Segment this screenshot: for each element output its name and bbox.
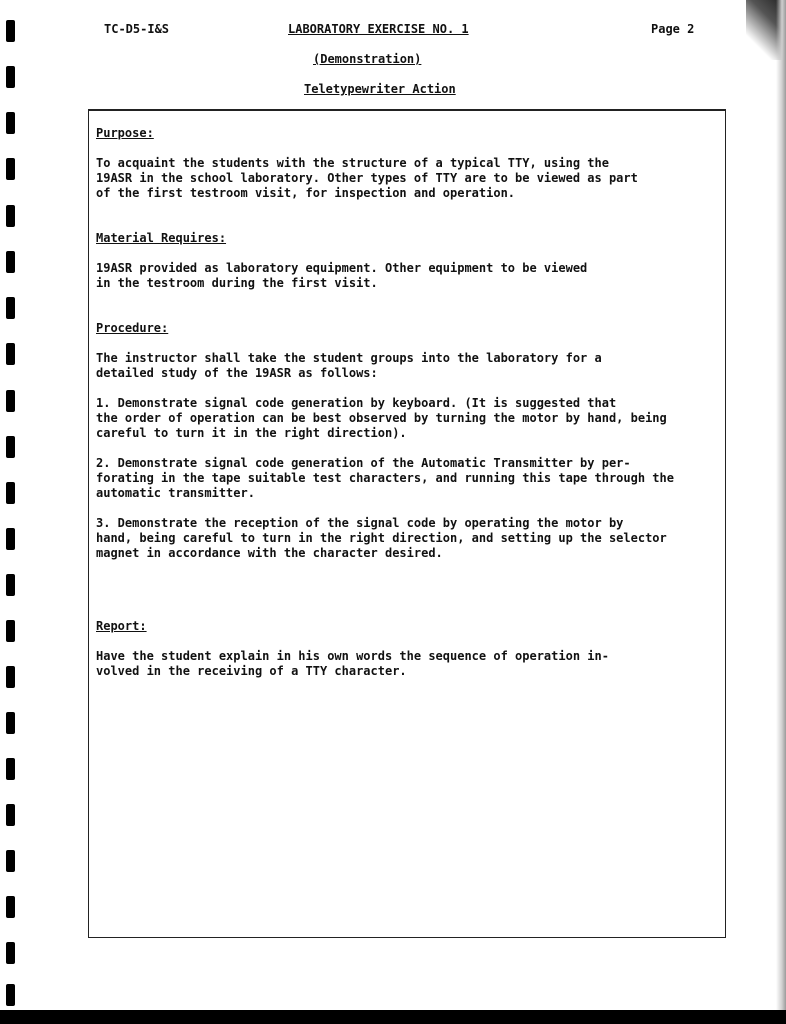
- purpose-heading: Purpose:: [96, 126, 154, 140]
- purpose-text: To acquaint the students with the structure of a typical TTY, using the 19ASR in the school laboratory. Other types of TTY are to be viewed as part of the first testroom visit, for inspection and operation.: [96, 156, 638, 200]
- punch-hole: [6, 158, 15, 180]
- punch-hole: [6, 942, 15, 964]
- document-body: [96, 126, 696, 679]
- punch-hole: [6, 574, 15, 596]
- procedure-heading: Procedure:: [96, 321, 169, 335]
- scan-bottom-border: [0, 1010, 786, 1024]
- page-number: Page 2: [651, 22, 695, 36]
- punch-hole: [6, 66, 15, 88]
- subtitle: (Demonstration): [313, 52, 422, 66]
- report-text: Have the student explain in his own words the sequence of operation in- volved in the receiving of a TTY character.: [96, 649, 609, 678]
- punch-hole: [6, 712, 15, 734]
- punch-hole: [6, 850, 15, 872]
- punch-hole: [6, 528, 15, 550]
- punch-hole: [6, 390, 15, 412]
- punch-hole: [6, 482, 15, 504]
- punch-hole: [6, 343, 15, 365]
- punch-hole: [6, 620, 15, 642]
- material-heading: Material Requires:: [96, 231, 227, 245]
- punch-hole: [6, 984, 15, 1006]
- doc-code: TC-D5-I&S: [104, 22, 170, 36]
- punch-hole: [6, 297, 15, 319]
- page-edge-shadow: [776, 0, 786, 1024]
- procedure-step-2: 2. Demonstrate signal code generation of the Automatic Transmitter by per- forating in the tape suitable test characters, and running this tape through the automatic transmitter.: [96, 456, 674, 500]
- punch-hole: [6, 112, 15, 134]
- punch-hole: [6, 758, 15, 780]
- material-text: 19ASR provided as laboratory equipment. Other equipment to be viewed in the testroom during the first visit.: [96, 261, 588, 290]
- punch-hole: [6, 205, 15, 227]
- report-heading: Report:: [96, 619, 147, 633]
- punch-hole: [6, 20, 15, 42]
- topic-title: Teletypewriter Action: [304, 82, 456, 96]
- procedure-step-3: 3. Demonstrate the reception of the signal code by operating the motor by hand, being careful to turn in the right direction, and setting up the selector magnet in accordance with the character desired.: [96, 516, 667, 560]
- punch-hole: [6, 436, 15, 458]
- procedure-step-1: 1. Demonstrate signal code generation by keyboard. (It is suggested that the order of operation can be best observed by turning the motor by hand, being careful to turn it in the right direction).: [96, 396, 667, 440]
- punch-hole: [6, 251, 15, 273]
- procedure-intro: The instructor shall take the student groups into the laboratory for a detailed study of the 19ASR as follows:: [96, 351, 602, 380]
- punch-hole: [6, 804, 15, 826]
- punch-hole: [6, 896, 15, 918]
- punch-hole: [6, 666, 15, 688]
- page-title: LABORATORY EXERCISE NO. 1: [288, 22, 469, 36]
